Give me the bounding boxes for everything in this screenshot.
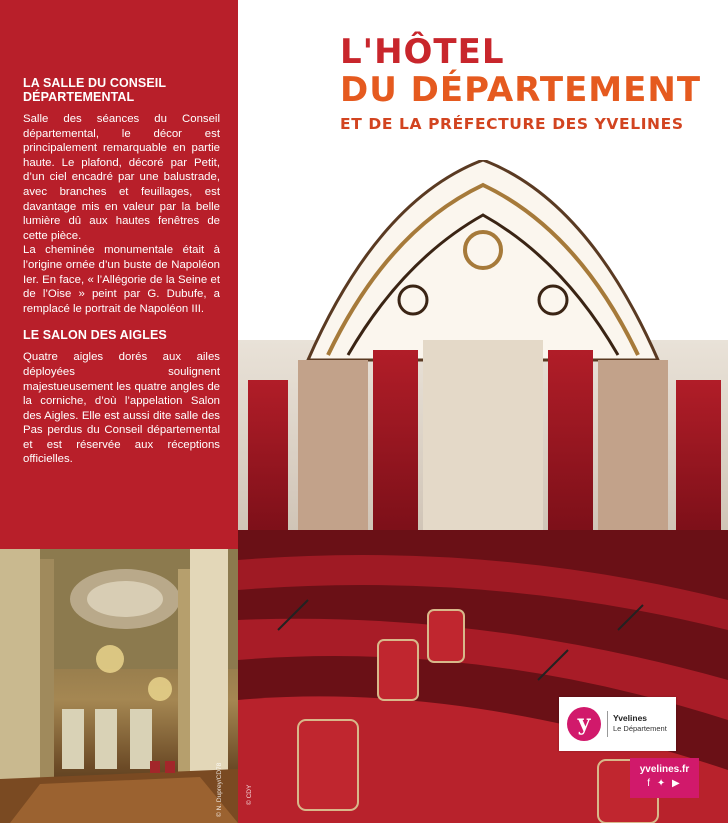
facebook-icon[interactable]: f: [647, 778, 653, 789]
section-heading-salle-du-conseil: LA SALLE DU CONSEIL DÉPARTEMENTAL: [23, 76, 166, 104]
yvelines-logo: [559, 697, 676, 751]
section-paragraph: Salle des séances du Conseil départemental, le décor est principalement remarquable en partie haute. Le plafond, décoré par Petit, d’un ciel encadré par une balustrade, avec branches et feuillages, est davantage mis en valeur par la belle lumière dû aux hautes fenêtres de cette pièce.: [23, 113, 220, 242]
salon-des-aigles-photo: [0, 549, 238, 823]
yvelines-logo-mark: y: [567, 707, 601, 741]
photo-credit: © N. Duprey/CD78: [216, 762, 223, 817]
photo-credit: © CDY: [246, 784, 253, 805]
logo-subtitle: Le Département: [613, 724, 667, 733]
youtube-icon[interactable]: ▶: [672, 778, 682, 789]
logo-name: Yvelines: [613, 713, 648, 723]
website-link[interactable]: yvelines.fr: [639, 764, 690, 775]
twitter-icon[interactable]: ✦: [656, 778, 668, 789]
section-paragraph: La cheminée monumentale était à l’origine ornée d’un buste de Napoléon Ier. En face, « l’Allégorie de la Seine et de l’Oise » peint par G. Dubufe, a remplacé le portrait de Napoléon III.: [23, 244, 220, 315]
title-line-2: DU DÉPARTEMENT: [340, 70, 702, 110]
logo-divider: [607, 711, 608, 737]
gallery-illustration: [0, 549, 238, 823]
section-heading-salon-des-aigles: LE SALON DES AIGLES: [23, 328, 167, 343]
social-icons: [630, 778, 699, 789]
subtitle: ET DE LA PRÉFECTURE DES YVELINES: [340, 115, 684, 133]
page-title: [340, 33, 720, 133]
section-paragraph: Quatre aigles dorés aux ailes déployées soulignent majestueusement les quatre angles de la corniche, d’où l’appelation Salon des Aigles. Elle est aussi dite salle des Pas perdus du Conseil départemental et est réservée aux réceptions officielles.: [23, 351, 220, 466]
website-badge[interactable]: [630, 758, 699, 798]
info-panel: [0, 0, 238, 549]
title-line-1: L'HÔTEL: [340, 32, 505, 72]
